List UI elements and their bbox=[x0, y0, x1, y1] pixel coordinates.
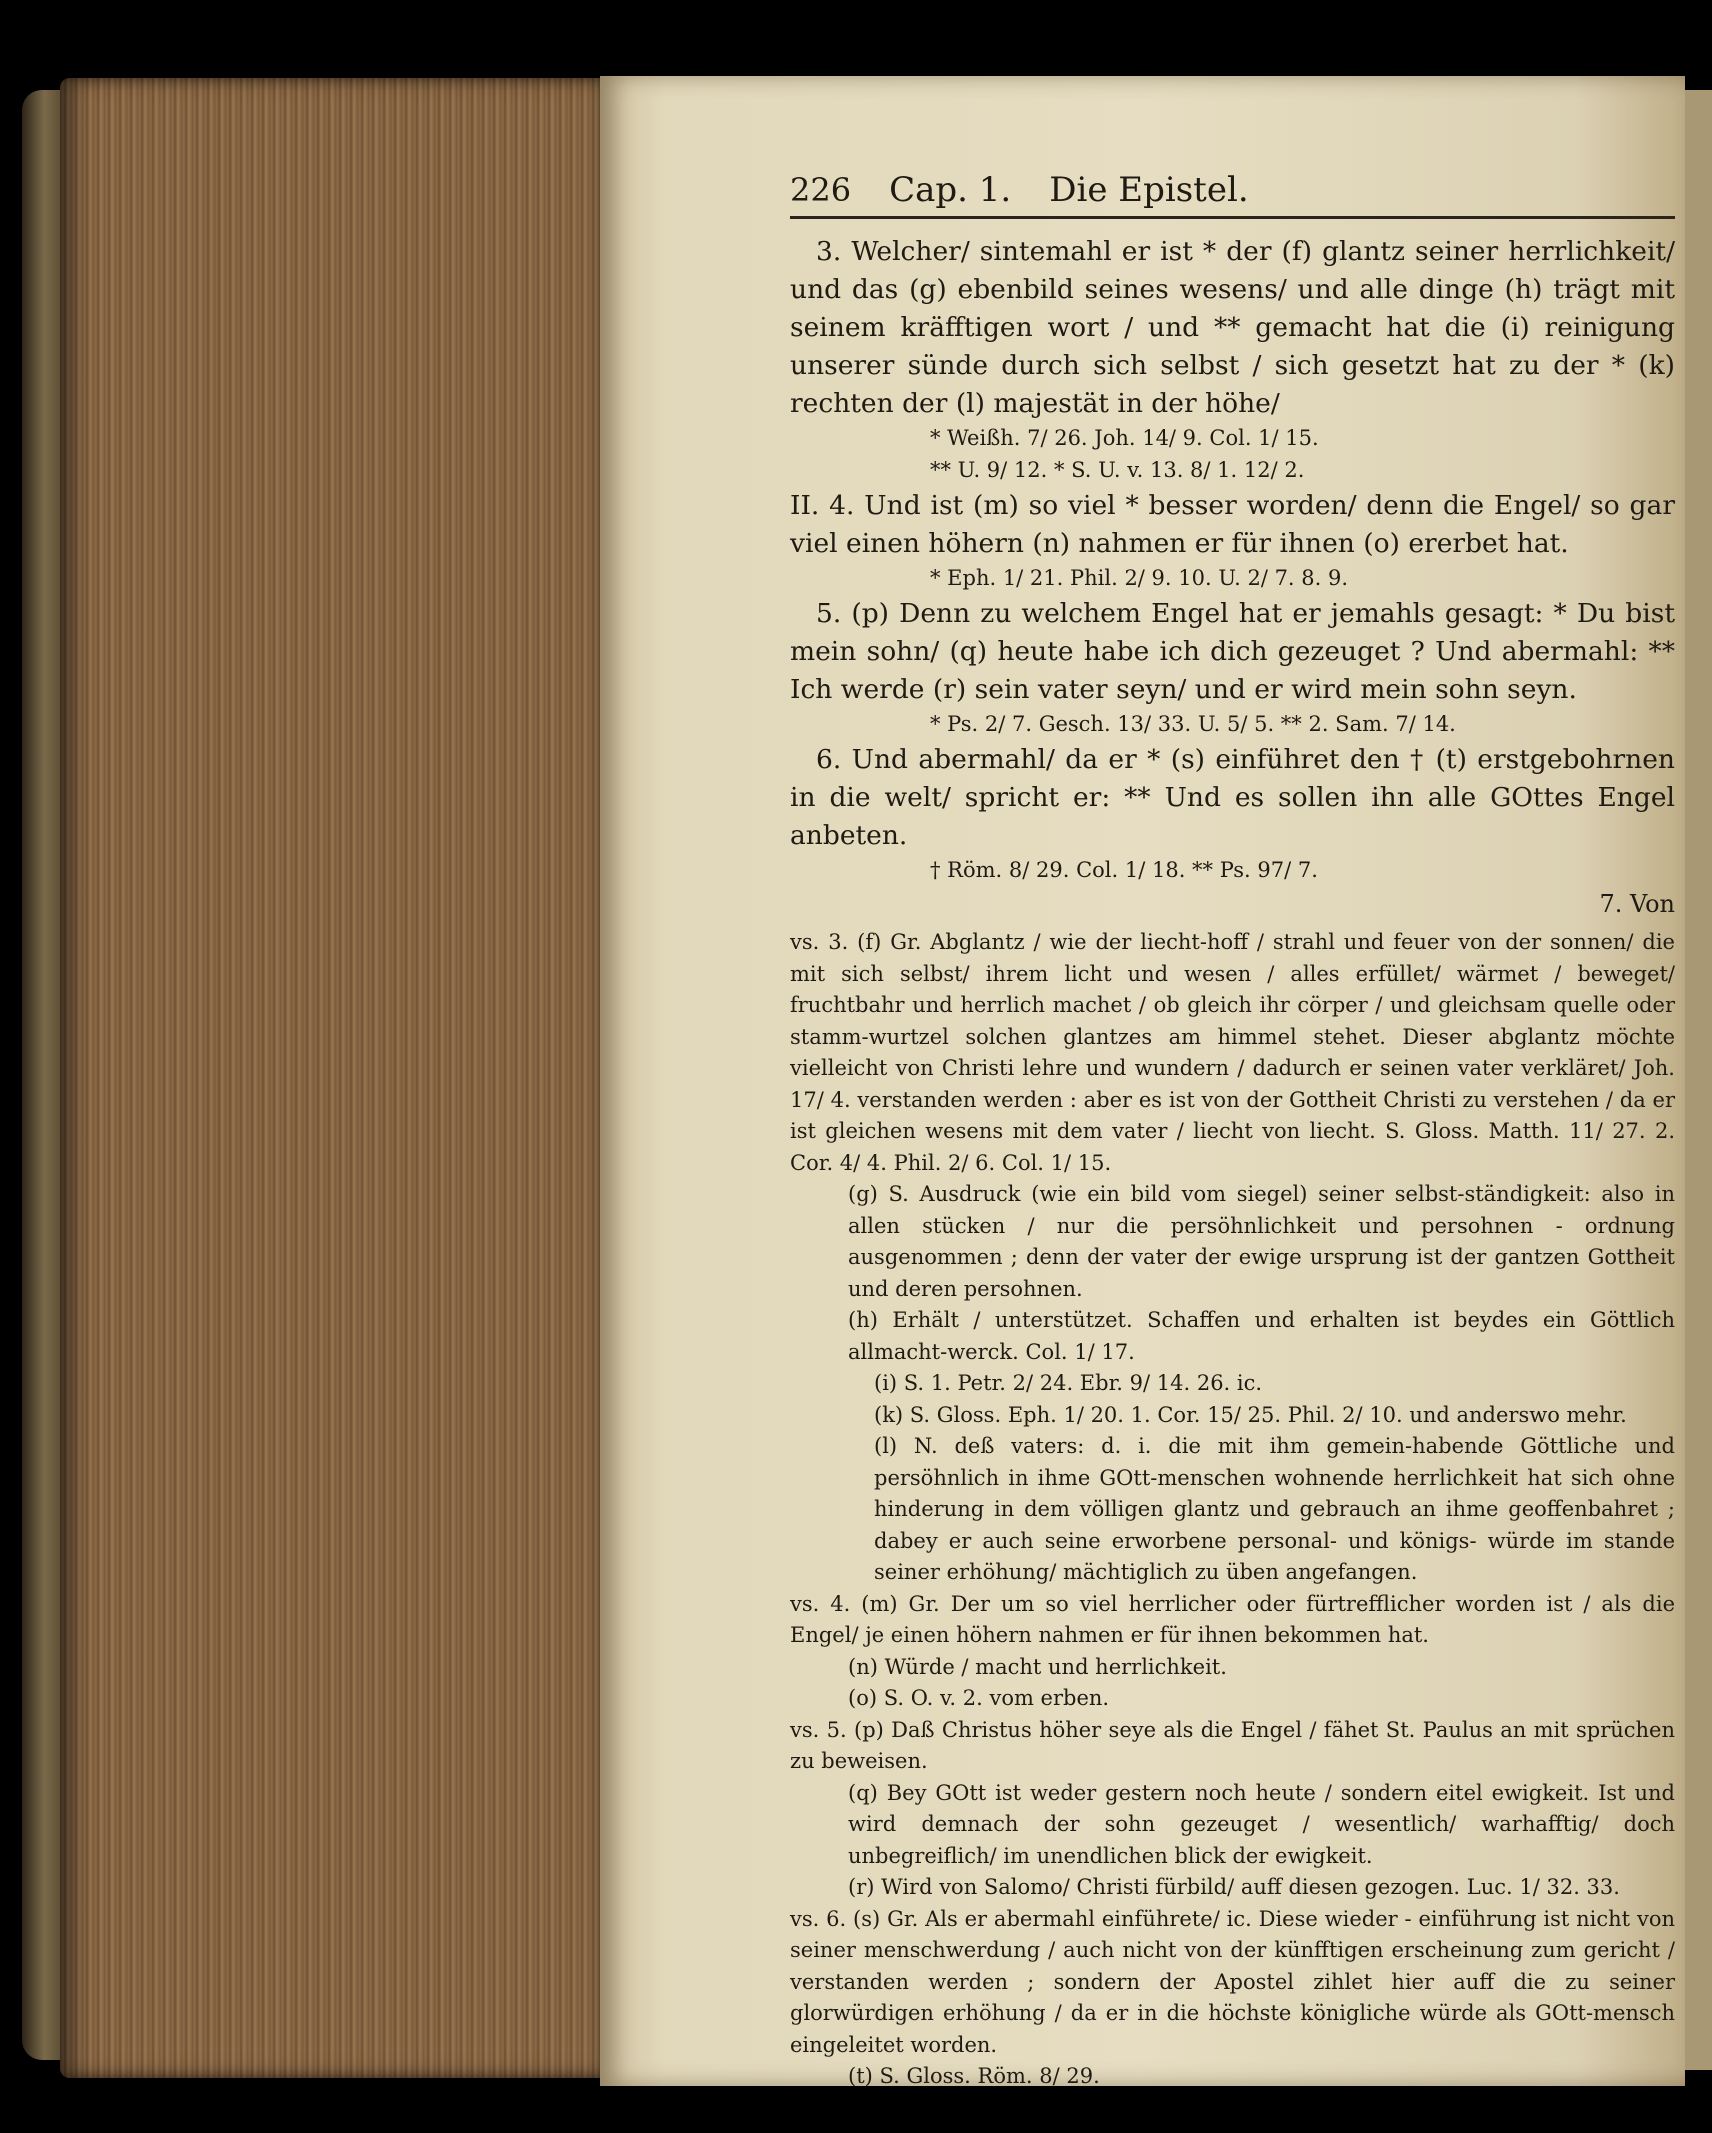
commentary-note: vs. 5. (p) Daß Christus höher seye als die Engel / fähet St. Paulus an mit sprüchen zu beweisen. bbox=[790, 1717, 1675, 1773]
commentary-note: (l) N. deß vaters: d. i. die mit ihm gemein-habende Göttliche und persöhnlich in ihme GOtt-menschen wohnende herrlichkeit hat sich ohne hinderung in dem völligen glantz und gebrauch an ihme geoffenbahret ; dabey er auch seine erworbene personal- und königs- würde im stande seiner erhöhung/ mächtiglich zu üben angefangen. bbox=[874, 1434, 1675, 1584]
verse-5: 5. (p) Denn zu welchem Engel hat er jemahls gesagt: * Du bist mein sohn/ (q) heute habe ich dich gezeuget ? Und abermahl: ** Ich werde (r) sein vater seyn/ und er wird mein sohn seyn. bbox=[790, 598, 1675, 705]
cross-reference: * Eph. 1/ 21. Phil. 2/ 9. 10. U. 2/ 7. 8. 9. bbox=[930, 566, 1349, 590]
facing-page-edge bbox=[1685, 90, 1712, 2070]
commentary-note: (t) S. Gloss. Röm. 8/ 29. bbox=[848, 2064, 1100, 2088]
commentary-note: (h) Erhält / unterstützet. Schaffen und erhalten ist beydes ein Göttlich allmacht-werck. Col. 1/ 17. bbox=[848, 1308, 1675, 1364]
commentary-note: vs. 4. (m) Gr. Der um so viel herrlicher oder fürtrefflicher worden ist / als die Engel/ je einen höhern nahmen er für ihnen bekommen hat. bbox=[790, 1591, 1675, 1647]
page-title: Die Epistel. bbox=[1049, 170, 1249, 210]
cross-reference: ** U. 9/ 12. * S. U. v. 13. 8/ 1. 12/ 2. bbox=[930, 458, 1305, 482]
commentary-note: (g) S. Ausdruck (wie ein bild vom siegel) seiner selbst-ständigkeit: also in allen stücken / nur die persöhnlichkeit und persohnen - ordnung ausgenommen ; denn der vater der ewige ursprung ist der gantzen Gottheit und deren persohnen. bbox=[848, 1182, 1675, 1301]
commentary-note: vs. 3. (f) Gr. Abglantz / wie der liecht-hoff / strahl und feuer von der sonnen/ die mit sich selbst/ ihrem licht und wesen / alles erfüllet/ wärmet / beweget/ fruchtbahr und herrlich machet / ob gleich ihr cörper / und gleichsam quelle oder stamm-wurtzel solchen glantzes am himmel stehet. Dieser abglantz möchte vielleicht von Christi lehre und wundern / dadurch er seinen vater verkläret/ Joh. 17/ 4. verstanden werden : aber es ist von der Gottheit Christi zu verstehen / da er ist gleichen wesens mit dem vater / liecht von liecht. S. Gloss. Matth. 11/ 27. 2. Cor. 4/ 4. Phil. 2/ 6. Col. 1/ 15. bbox=[790, 930, 1675, 1175]
commentary-note: (r) Wird von Salomo/ Christi fürbild/ auff diesen gezogen. Luc. 1/ 32. 33. bbox=[848, 1875, 1620, 1899]
verse-6: 6. Und abermahl/ da er * (s) einführet den † (t) erstgebohrnen in die welt/ spricht er: ** Und es sollen ihn alle GOttes Engel anbeten. bbox=[790, 744, 1675, 851]
verse-4: II. 4. Und ist (m) so viel * besser worden/ denn die Engel/ so gar viel einen höhern (n) nahmen er für ihnen (o) ererbet hat. bbox=[790, 490, 1675, 559]
commentary-note: (k) S. Gloss. Eph. 1/ 20. 1. Cor. 15/ 25. Phil. 2/ 10. und anderswo mehr. bbox=[874, 1402, 1627, 1427]
commentary-note: (n) Würde / macht und herrlichkeit. bbox=[848, 1654, 1227, 1679]
cross-reference: * Weißh. 7/ 26. Joh. 14/ 9. Col. 1/ 15. bbox=[930, 426, 1319, 450]
running-header bbox=[790, 170, 1675, 219]
commentary-note: (o) S. O. v. 2. vom erben. bbox=[848, 1686, 1110, 1710]
commentary-note: (i) S. 1. Petr. 2/ 24. Ebr. 9/ 14. 26. ic. bbox=[874, 1371, 1263, 1395]
page-text bbox=[790, 170, 1675, 2093]
page-block-edge bbox=[60, 78, 605, 2078]
cross-reference: † Röm. 8/ 29. Col. 1/ 18. ** Ps. 97/ 7. bbox=[930, 858, 1318, 882]
page-number: 226 bbox=[790, 171, 852, 209]
chapter-label: Cap. 1. bbox=[889, 170, 1012, 210]
cross-reference: * Ps. 2/ 7. Gesch. 13/ 33. U. 5/ 5. ** 2. Sam. 7/ 14. bbox=[930, 712, 1456, 736]
verse-3: 3. Welcher/ sintemahl er ist * der (f) glantz seiner herrlichkeit/ und das (g) ebenbild seines wesens/ und alle dinge (h) trägt mit seinem kräfftigen wort / und ** gemacht hat die (i) reinigung unserer sünde durch sich selbst / sich gesetzt hat zu der * (k) rechten der (l) majestät in der höhe/ bbox=[790, 236, 1675, 419]
commentary-note: (q) Bey GOtt ist weder gestern noch heute / sondern eitel ewigkeit. Ist und wird demnach der sohn gezeuget / wesentlich/ warhafftig/ doch unbegreiflich/ im unendlichen blick der ewigkeit. bbox=[848, 1780, 1675, 1868]
commentary-note: vs. 6. (s) Gr. Als er abermahl einführete/ ic. Diese wieder - einführung ist nicht von seiner menschwerdung / auch nicht von der künfftigen erscheinung zum gericht / verstanden werden ; sondern der Apostel zihlet hier auff die zu seiner glorwürdigen erhöhung / da er in die höchste königliche würde als GOtt-mensch eingeleitet worden. bbox=[790, 1906, 1675, 2057]
catchword: 7. Von bbox=[1599, 890, 1675, 918]
